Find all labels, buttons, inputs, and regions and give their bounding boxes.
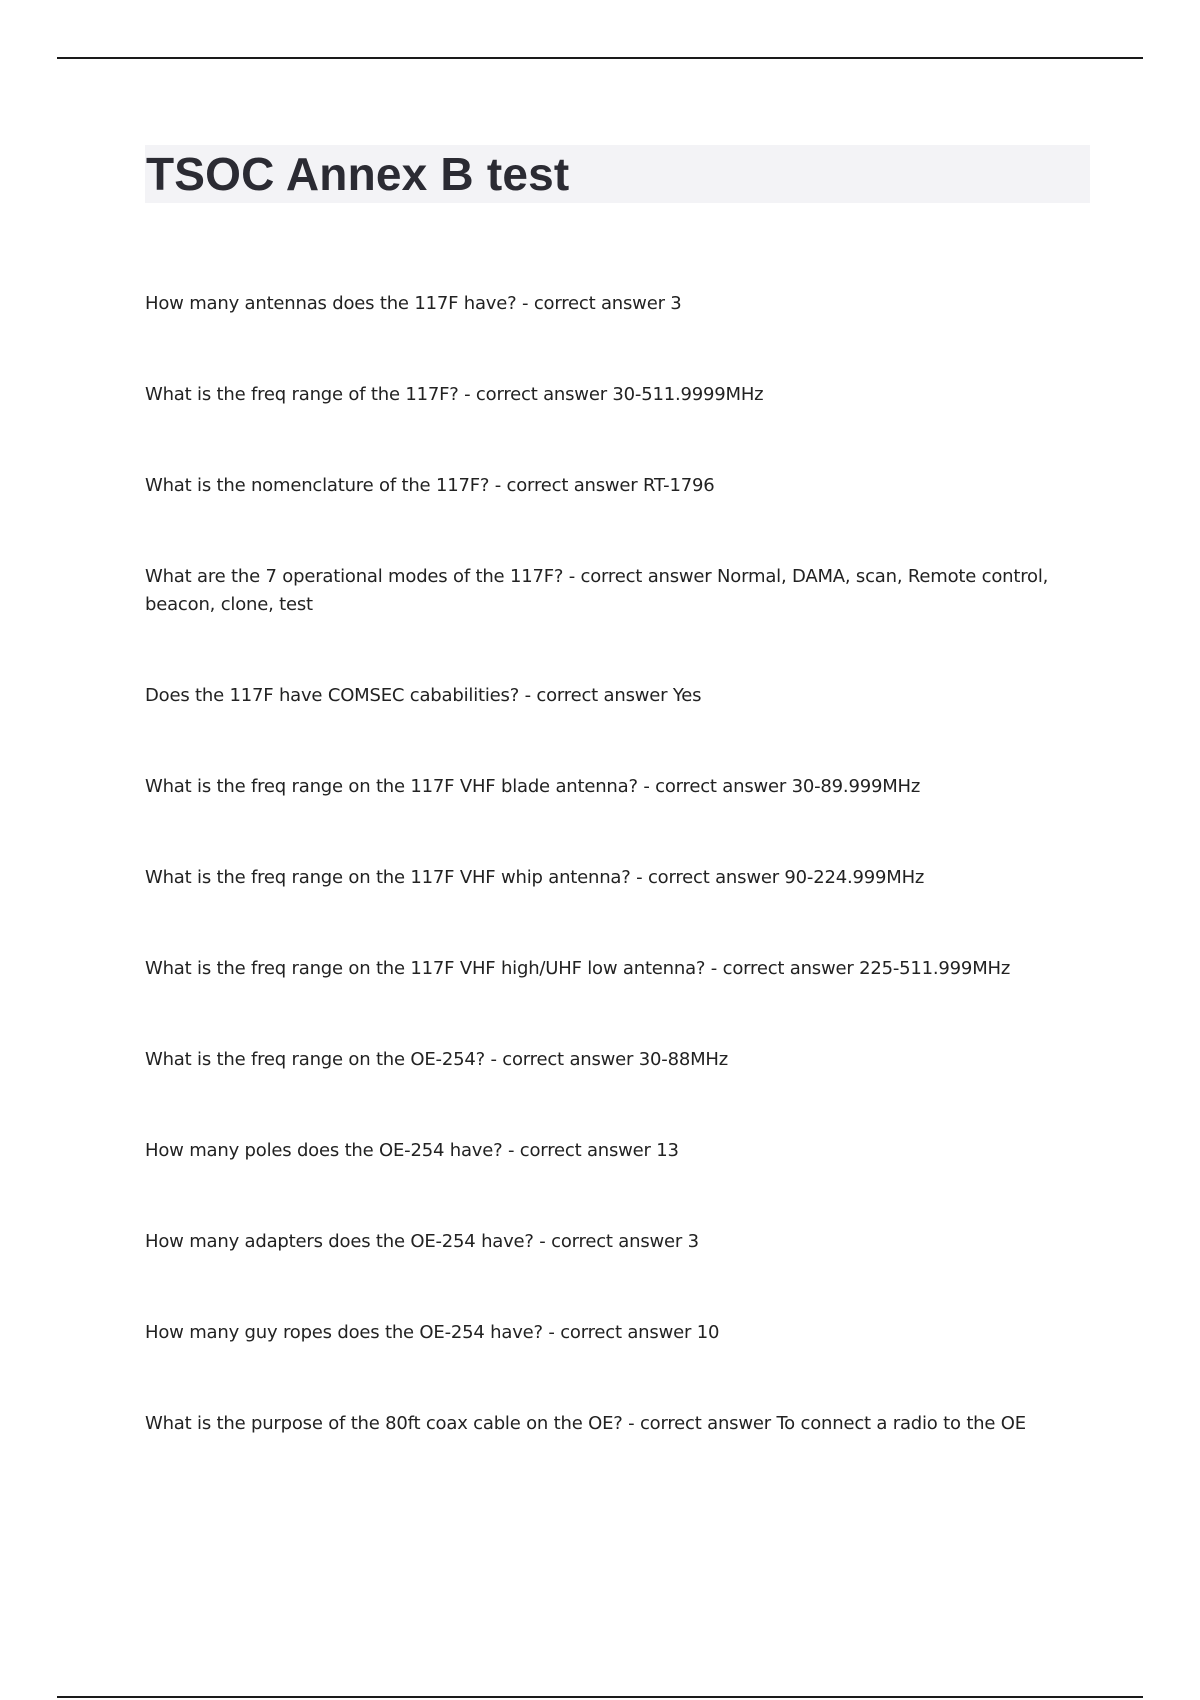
qa-item: What is the freq range on the 117F VHF whip antenna? - correct answer 90-224.999MHz <box>145 867 925 888</box>
qa-item: How many guy ropes does the OE-254 have? - correct answer 10 <box>145 1322 720 1343</box>
qa-item: What are the 7 operational modes of the 117F? - correct answer Normal, DAMA, scan, Remote control, beacon, clone, test <box>145 566 1049 615</box>
qa-item: What is the freq range on the OE-254? - correct answer 30-88MHz <box>145 1049 728 1070</box>
qa-item: How many poles does the OE-254 have? - correct answer 13 <box>145 1140 679 1161</box>
qa-item: How many antennas does the 117F have? - correct answer 3 <box>145 293 682 314</box>
qa-list <box>145 290 1075 1501</box>
bottom-divider <box>57 1696 1143 1698</box>
page-title: TSOC Annex B test <box>146 148 570 200</box>
qa-item: What is the nomenclature of the 117F? - correct answer RT-1796 <box>145 475 715 496</box>
qa-item: What is the freq range of the 117F? - correct answer 30-511.9999MHz <box>145 384 764 405</box>
qa-item: Does the 117F have COMSEC cababilities? - correct answer Yes <box>145 685 702 706</box>
qa-item: What is the purpose of the 80ft coax cable on the OE? - correct answer To connect a radio to the OE <box>145 1413 1026 1434</box>
qa-item: What is the freq range on the 117F VHF high/UHF low antenna? - correct answer 225-511.999MHz <box>145 958 1011 979</box>
qa-item: How many adapters does the OE-254 have? - correct answer 3 <box>145 1231 699 1252</box>
qa-item: What is the freq range on the 117F VHF blade antenna? - correct answer 30-89.999MHz <box>145 776 921 797</box>
top-divider <box>57 57 1143 59</box>
